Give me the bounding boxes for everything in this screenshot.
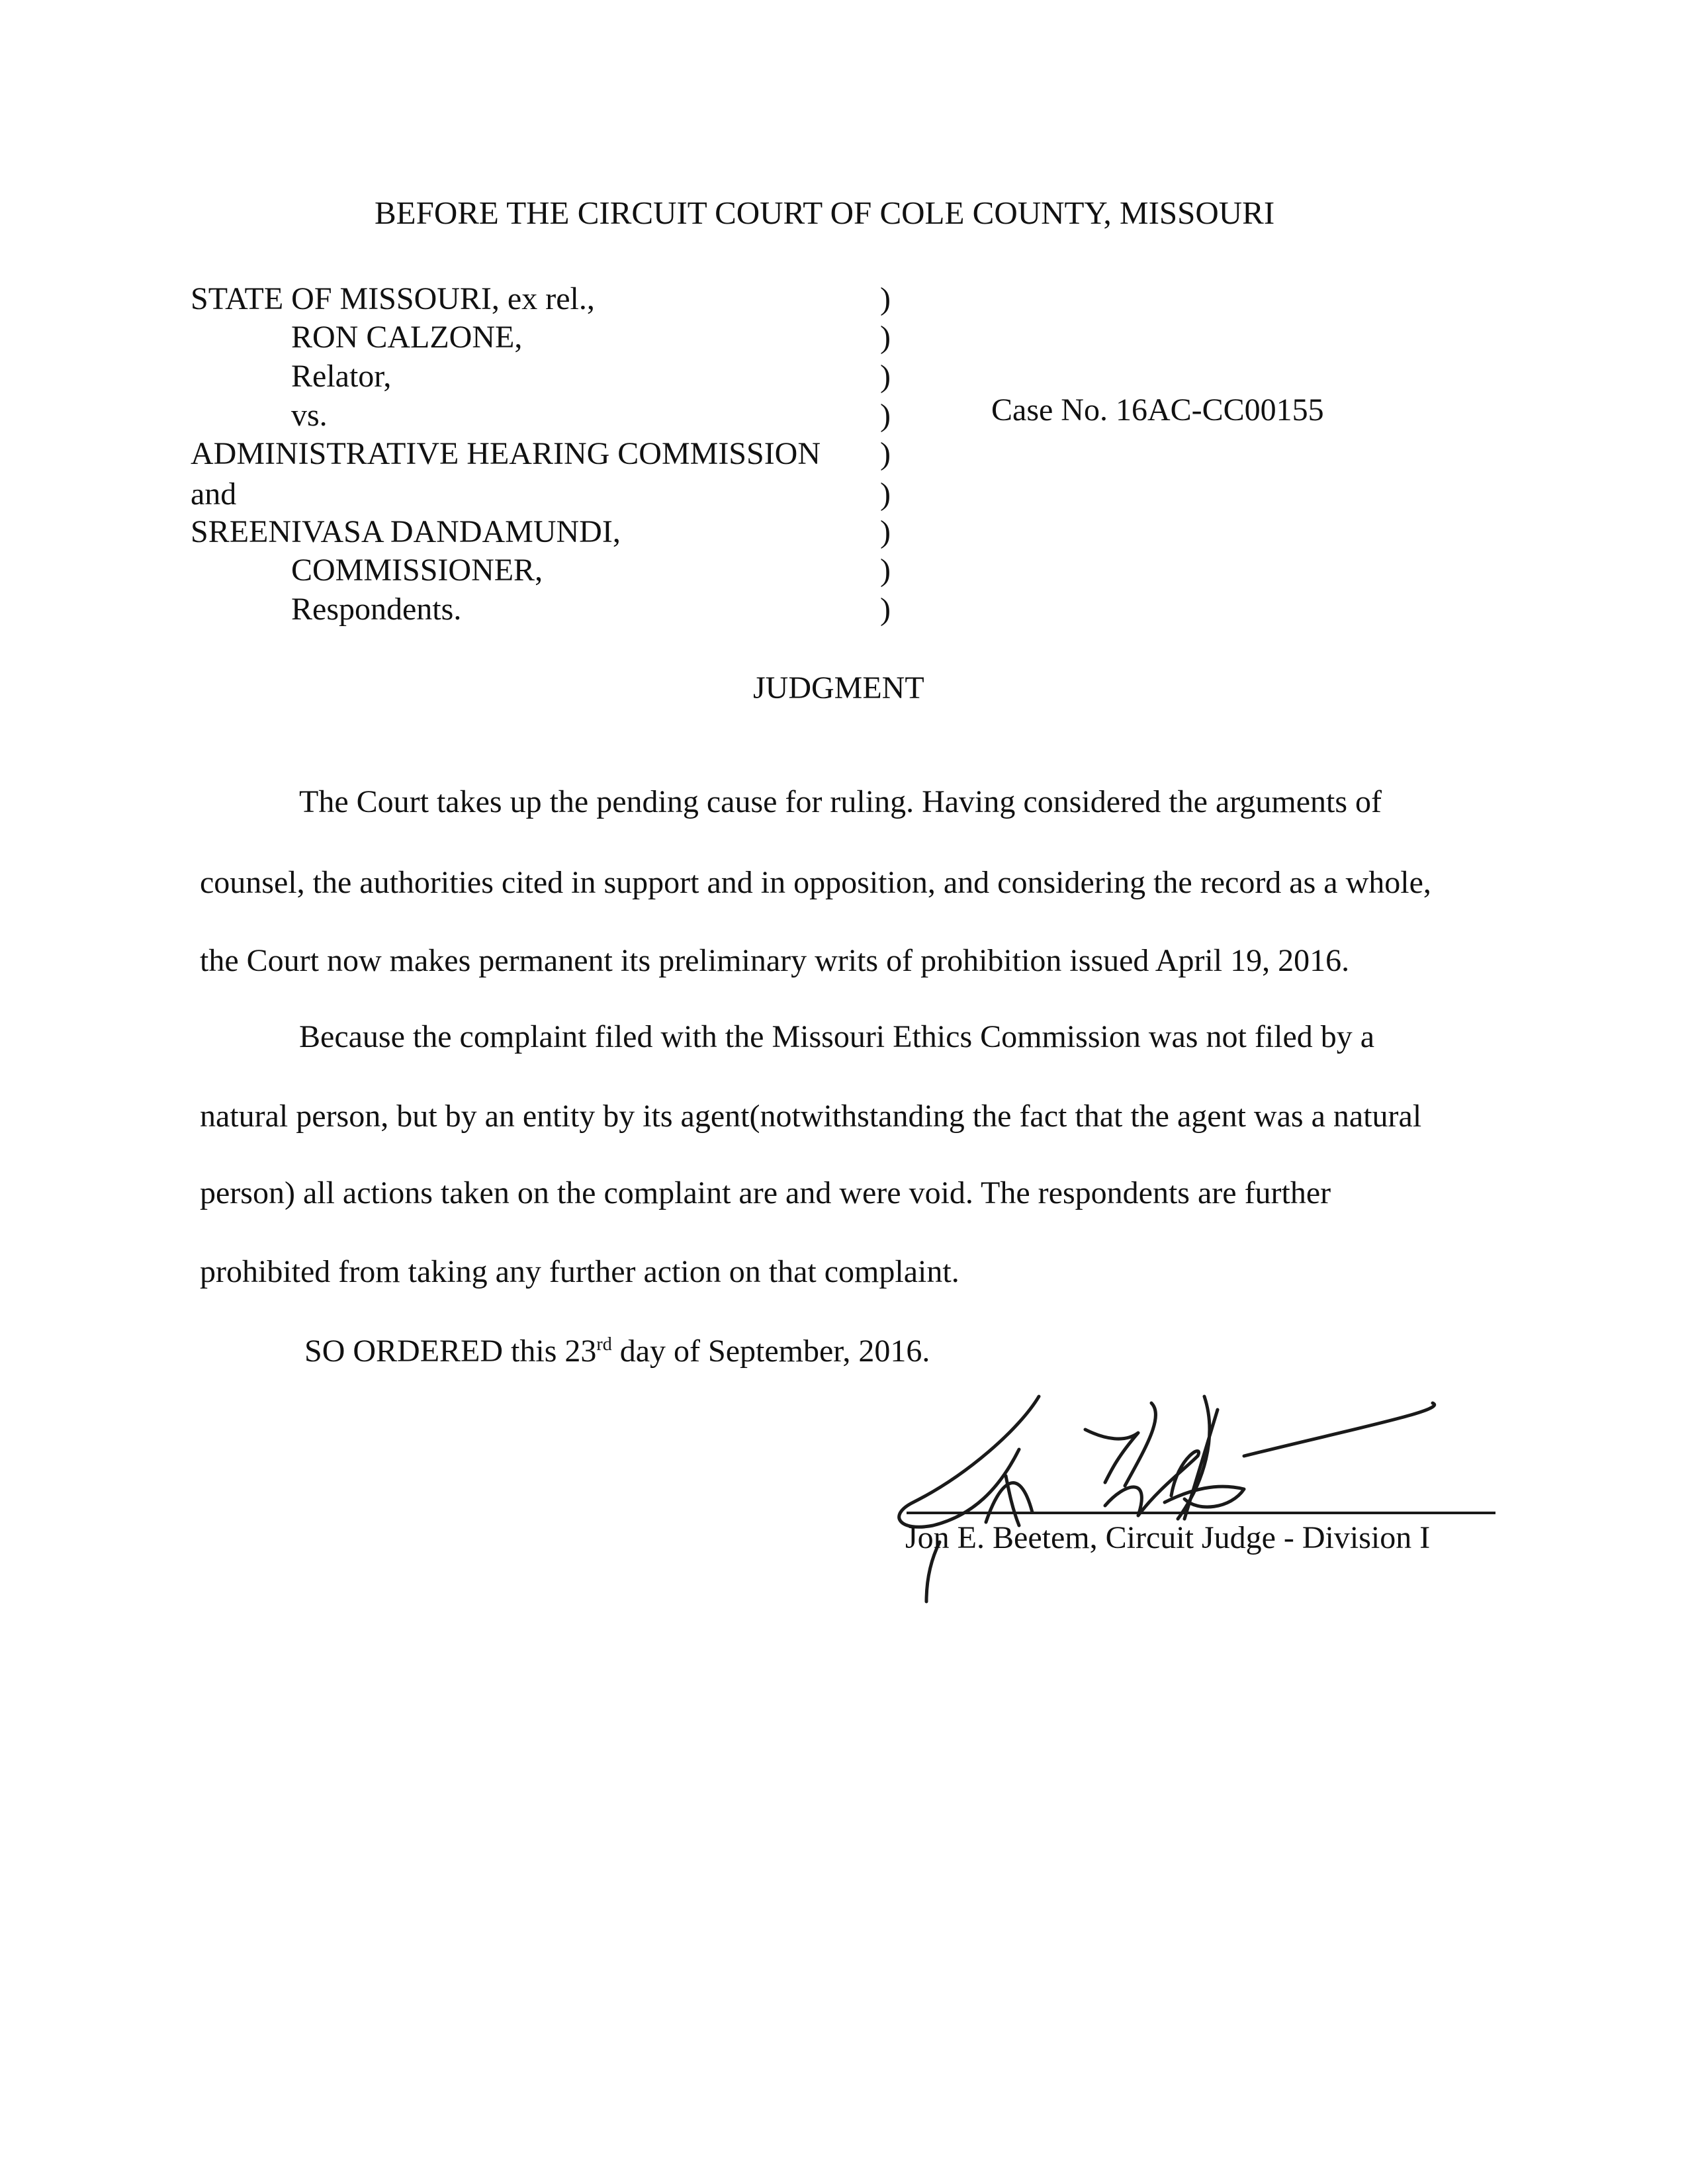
caption-paren: )	[880, 553, 891, 588]
caption-line-vs: vs.	[291, 398, 328, 433]
order-ordinal: rd	[596, 1334, 612, 1355]
caption-paren: )	[880, 398, 891, 433]
body-line: Because the complaint filed with the Missouri Ethics Commission was not filed by a	[299, 1019, 1375, 1054]
body-line: the Court now makes permanent its preliminary writs of prohibition issued April 19, 2016.	[200, 943, 1350, 978]
body-line: counsel, the authorities cited in support and in opposition, and considering the record as a whole,	[200, 865, 1431, 900]
caption-line-respondents: Respondents.	[291, 592, 462, 627]
body-line: natural person, but by an entity by its agent(notwithstanding the fact that the agent was a natural	[200, 1099, 1422, 1134]
caption-line-and: and	[191, 477, 237, 512]
caption-paren: )	[880, 592, 891, 627]
caption-paren: )	[880, 477, 891, 512]
order-suffix: day of September, 2016.	[611, 1334, 930, 1369]
caption-line-state: STATE OF MISSOURI, ex rel.,	[191, 281, 595, 316]
case-number: Case No. 16AC-CC00155	[991, 392, 1324, 428]
caption-line-relator-name: RON CALZONE,	[291, 320, 523, 355]
caption-paren: )	[880, 281, 891, 316]
signature-scribble	[887, 1377, 1509, 1615]
body-line: prohibited from taking any further action on that complaint.	[200, 1254, 959, 1289]
caption-line-respondent-2: SREENIVASA DANDAMUNDI,	[191, 514, 621, 549]
caption-paren: )	[880, 320, 891, 355]
caption-paren: )	[880, 436, 891, 471]
body-line: person) all actions taken on the complaint are and were void. The respondents are further	[200, 1175, 1331, 1210]
caption-line-respondent-1: ADMINISTRATIVE HEARING COMMISSION	[191, 436, 821, 471]
signer-name: Jon E. Beetem, Circuit Judge - Division I	[905, 1520, 1431, 1555]
order-prefix: SO ORDERED this 23	[304, 1334, 597, 1369]
body-line: The Court takes up the pending cause for ruling. Having considered the arguments of	[299, 784, 1382, 819]
caption-paren: )	[880, 359, 891, 394]
document-title: JUDGMENT	[753, 670, 924, 705]
caption-line-relator: Relator,	[291, 359, 392, 394]
court-title: BEFORE THE CIRCUIT COURT OF COLE COUNTY, MISSOURI	[375, 195, 1275, 231]
caption-line-commissioner: COMMISSIONER,	[291, 553, 543, 588]
caption-paren: )	[880, 514, 891, 549]
order-line	[304, 1336, 930, 1367]
